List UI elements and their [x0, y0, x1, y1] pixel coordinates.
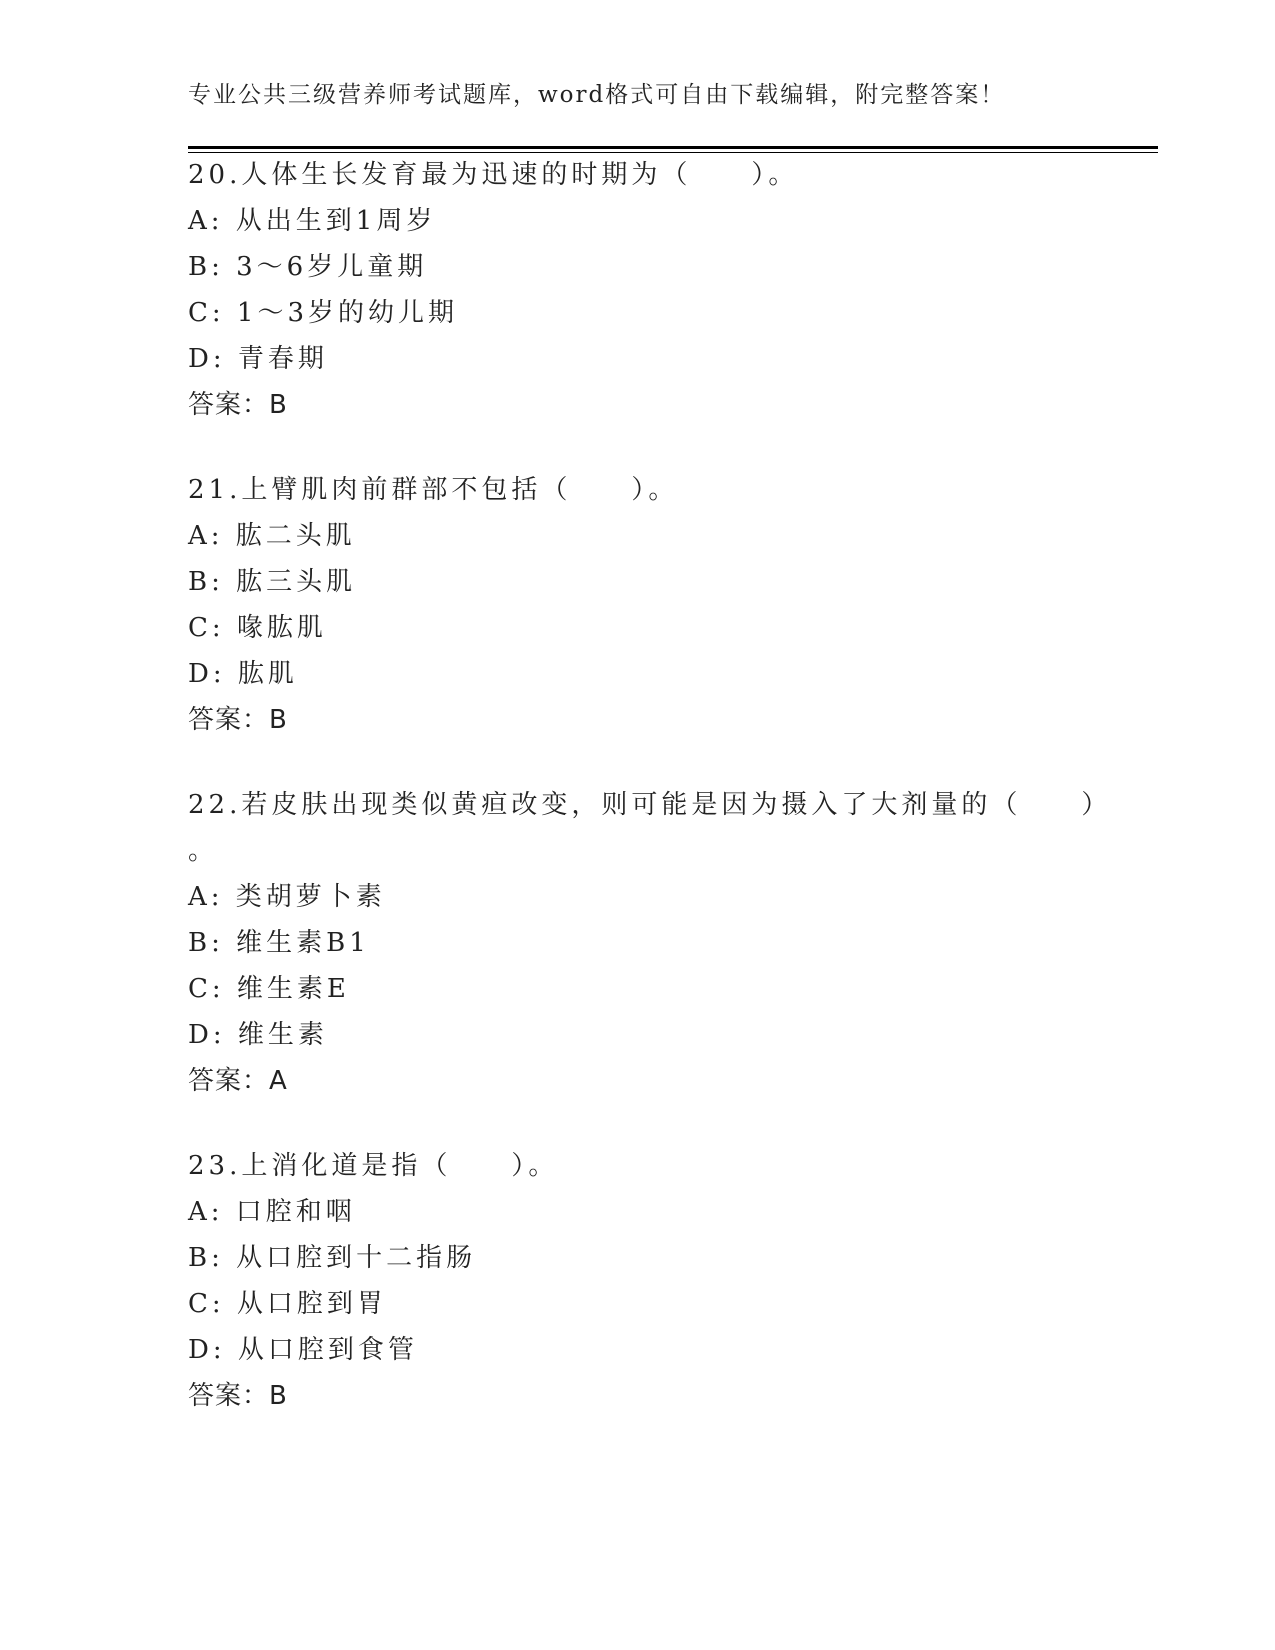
stem-text-end: ）。 — [511, 1151, 559, 1181]
option-c: C: 1～3岁的幼儿期 — [188, 298, 459, 328]
option-d: D: 从口腔到食管 — [188, 1335, 418, 1365]
question-22 — [188, 782, 1112, 1104]
question-stem-tail: 。 — [188, 836, 219, 866]
option-b: B: 从口腔到十二指肠 — [188, 1243, 477, 1273]
stem-text-end: ） — [1081, 790, 1112, 820]
answer-line: 答案：B — [188, 705, 288, 735]
question-21 — [188, 467, 1088, 743]
option-c: C: 维生素E — [188, 974, 350, 1004]
question-stem — [188, 782, 1112, 828]
answer-line: 答案：B — [188, 390, 288, 420]
answer-line: 答案：A — [188, 1066, 288, 1096]
stem-text: 20.人体生长发育最为迅速的时期为（ — [188, 160, 692, 190]
option-d: D: 维生素 — [188, 1020, 328, 1050]
option-a: A: 类胡萝卜素 — [188, 882, 386, 912]
stem-text: 22.若皮肤出现类似黄疸改变，则可能是因为摄入了大剂量的（ — [188, 790, 1022, 820]
header-rule-thick — [188, 146, 1158, 149]
option-c: C: 从口腔到胃 — [188, 1289, 387, 1319]
question-stem — [188, 467, 1088, 513]
option-a: A: 肱二头肌 — [188, 521, 356, 551]
stem-text-end: ）。 — [631, 475, 679, 505]
question-23 — [188, 1143, 1088, 1419]
option-a: A: 从出生到1周岁 — [188, 206, 437, 236]
option-c: C: 喙肱肌 — [188, 613, 327, 643]
question-stem — [188, 1143, 1088, 1189]
option-d: D: 肱肌 — [188, 659, 298, 689]
option-b: B: 维生素B1 — [188, 928, 370, 958]
option-d: D: 青春期 — [188, 344, 328, 374]
stem-text: 21.上臂肌肉前群部不包括（ — [188, 475, 572, 505]
answer-line: 答案：B — [188, 1381, 288, 1411]
option-a: A: 口腔和咽 — [188, 1197, 356, 1227]
stem-text-end: ）。 — [751, 160, 799, 190]
question-20 — [188, 152, 1088, 428]
page-header: 专业公共三级营养师考试题库，word格式可自由下载编辑，附完整答案！ — [188, 82, 1006, 108]
option-b: B: 肱三头肌 — [188, 567, 357, 597]
option-b: B: 3～6岁儿童期 — [188, 252, 428, 282]
stem-text: 23.上消化道是指（ — [188, 1151, 452, 1181]
question-stem — [188, 152, 1088, 198]
